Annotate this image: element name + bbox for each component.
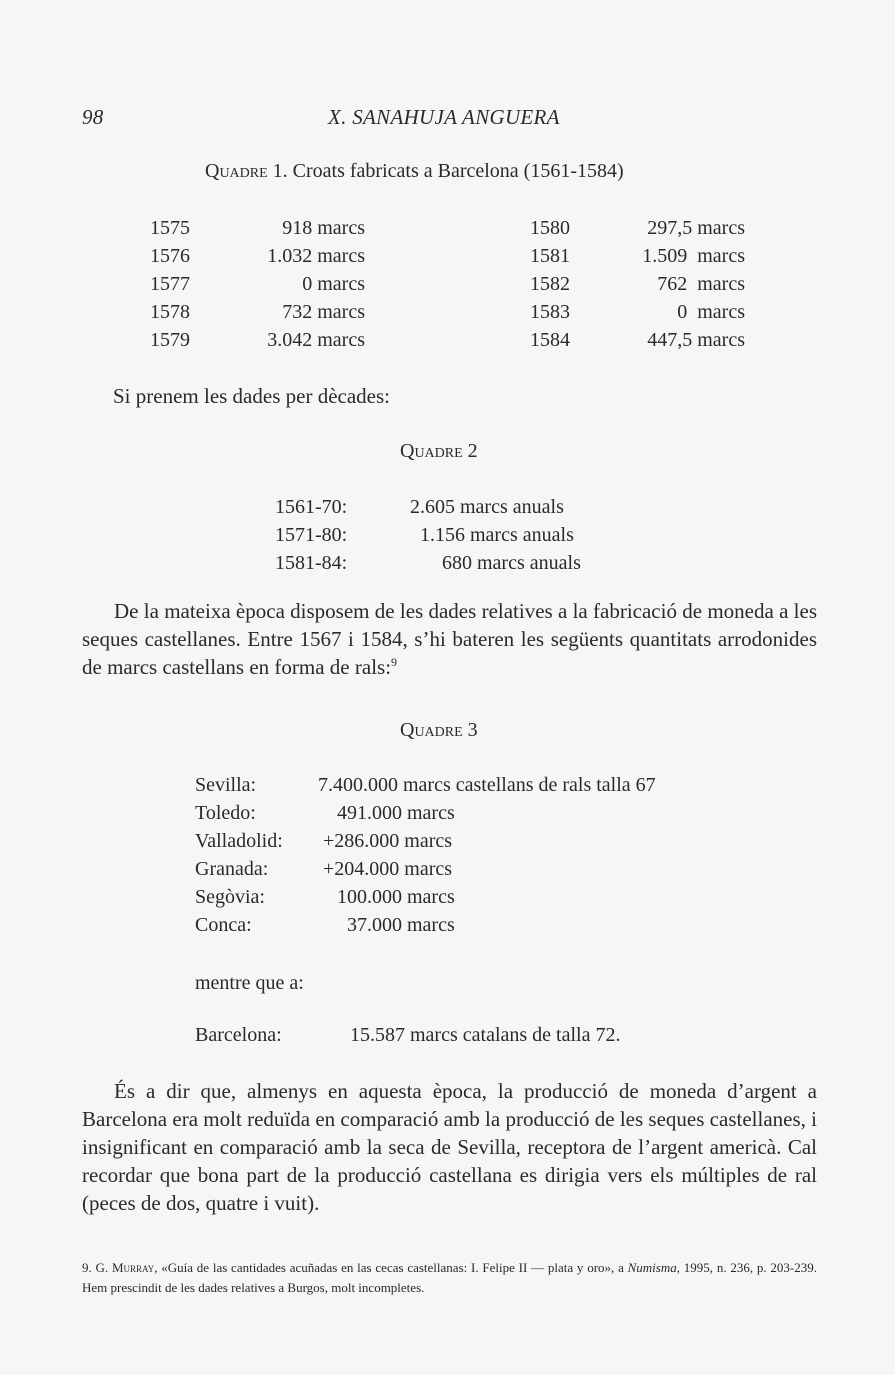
- year-cell: 1583: [530, 301, 570, 323]
- paragraph-1: [82, 597, 817, 681]
- page-number: 98: [82, 105, 104, 129]
- quadre3-caption-label: Quadre: [400, 719, 463, 741]
- amount-cell: 447,5 marcs: [647, 329, 745, 351]
- footnote: [82, 1258, 817, 1298]
- footnote-ref: 9: [391, 655, 398, 669]
- period-cell: 1581-84:: [275, 552, 348, 574]
- mentre-que: mentre que a:: [195, 972, 304, 994]
- footnote-prefix: 9. G.: [82, 1260, 112, 1275]
- city-cell: Toledo:: [195, 802, 256, 824]
- amount-cell: 1.509 marcs: [642, 245, 745, 267]
- value-cell: 100.000 marcs: [337, 886, 455, 908]
- year-cell: 1582: [530, 273, 570, 295]
- quadre3-caption-num: 3: [462, 719, 478, 741]
- amount-cell: 918 marcs: [282, 217, 365, 239]
- quadre1-caption: [205, 160, 624, 183]
- amount-cell: 762 marcs: [657, 273, 745, 295]
- footnote-journal: Numisma: [627, 1260, 677, 1275]
- value-cell: +286.000 marcs: [323, 830, 453, 852]
- city-cell: Sevilla:: [195, 774, 257, 796]
- year-cell: 1579: [150, 329, 190, 351]
- value-cell: 680 marcs anuals: [442, 552, 581, 574]
- period-cell: 1571-80:: [275, 524, 348, 546]
- paragraph-1-text: De la mateixa època disposem de les dades relatives a la fabricació de moneda a les seques castellanes. Entre 1567 i 1584, s’hi bateren les següents quantitats arrodonides de marcs castellans en forma de rals:: [82, 599, 817, 679]
- amount-cell: 3.042 marcs: [267, 329, 365, 351]
- year-cell: 1578: [150, 301, 190, 323]
- paragraph-2: És a dir que, almenys en aquesta època, la producció de moneda d’argent a Barcelona era molt reduïda en comparació amb la producció de les seques castellanes, i insignificant en comparació amb la seca de Sevilla, receptora de l’argent americà. Cal recordar que bona part de la producció castellana es dirigia vers els múltiples de ral (peces de dos, quatre i vuit).: [82, 1079, 817, 1215]
- year-cell: 1575: [150, 217, 190, 239]
- intro-decades: Si prenem les dades per dècades:: [113, 384, 390, 408]
- quadre1-caption-text: 1. Croats fabricats a Barcelona (1561-1584): [267, 160, 624, 182]
- amount-cell: 0 marcs: [677, 301, 745, 323]
- quadre1-caption-label: Quadre: [205, 160, 268, 182]
- amount-cell: 0 marcs: [302, 273, 365, 295]
- quadre2-caption-label: Quadre: [400, 440, 463, 462]
- value-cell: 2.605 marcs anuals: [410, 496, 564, 518]
- period-cell: 1561-70:: [275, 496, 348, 518]
- year-cell: 1580: [530, 217, 570, 239]
- year-cell: 1577: [150, 273, 190, 295]
- quadre2-caption-num: 2: [462, 440, 478, 462]
- year-cell: 1584: [530, 329, 570, 351]
- barcelona-value: 15.587 marcs catalans de talla 72.: [350, 1024, 621, 1046]
- amount-cell: 297,5 marcs: [647, 217, 745, 239]
- city-cell: Segòvia:: [195, 886, 265, 908]
- value-cell: 7.400.000 marcs castellans de rals talla 67: [318, 774, 656, 796]
- city-cell: Valladolid:: [195, 830, 283, 852]
- footnote-author: Murray: [111, 1260, 155, 1275]
- city-cell: Granada:: [195, 858, 269, 880]
- quadre3-caption: [400, 719, 478, 742]
- year-cell: 1581: [530, 245, 570, 267]
- city-cell: Conca:: [195, 914, 252, 936]
- running-head: X. SANAHUJA ANGUERA: [328, 105, 560, 129]
- footnote-rest: , 1995, n. 236, p. 203-239. Hem prescindit de les dades relatives a Burgos, molt incompletes.: [82, 1260, 817, 1295]
- value-cell: 37.000 marcs: [347, 914, 455, 936]
- value-cell: +204.000 marcs: [323, 858, 453, 880]
- amount-cell: 1.032 marcs: [267, 245, 365, 267]
- value-cell: 491.000 marcs: [337, 802, 455, 824]
- barcelona-city: Barcelona:: [195, 1024, 282, 1046]
- amount-cell: 732 marcs: [282, 301, 365, 323]
- value-cell: 1.156 marcs anuals: [420, 524, 574, 546]
- year-cell: 1576: [150, 245, 190, 267]
- quadre2-caption: [400, 440, 478, 463]
- footnote-text: , «Guía de las cantidades acuñadas en las cecas castellanas: I. Felipe II — plata y oro», a: [154, 1260, 628, 1275]
